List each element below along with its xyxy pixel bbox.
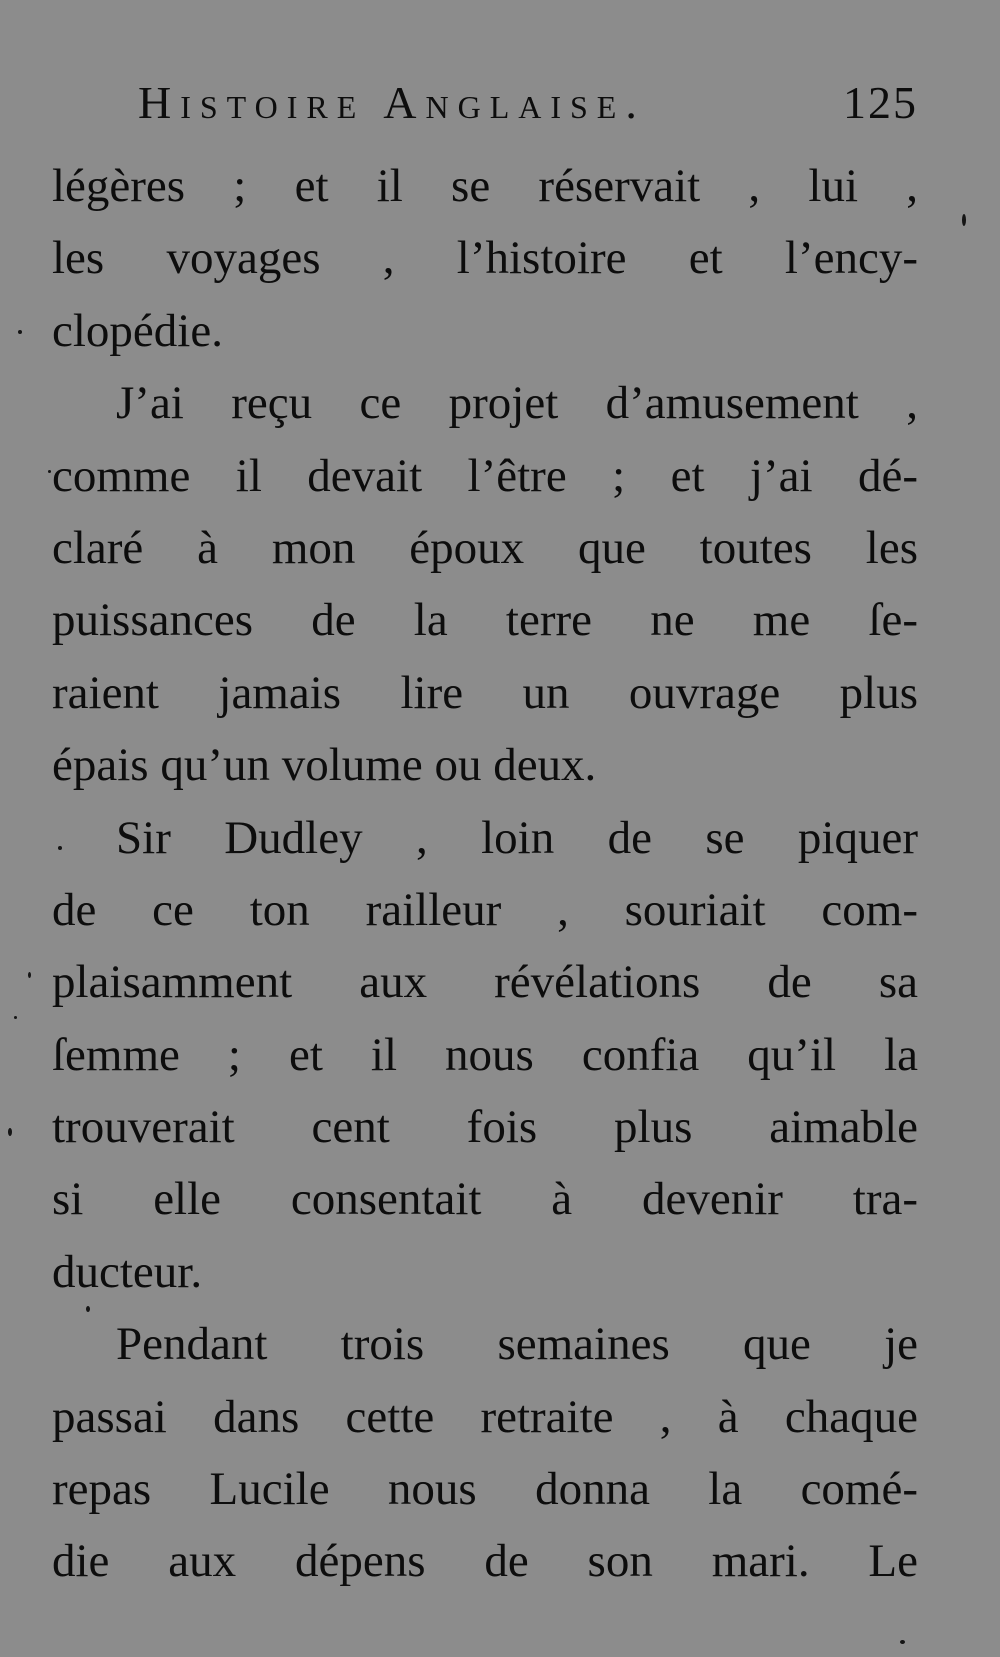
text-line: plaisamment aux révélations de sa	[52, 956, 918, 1009]
text-line: légères ; et il se réservait , lui ,	[52, 160, 918, 212]
text-line: claré à mon époux que toutes les	[52, 521, 918, 574]
text-line: de ce ton railleur , souriait com-	[52, 883, 918, 936]
text-line: raient jamais lire un ouvrage plus	[52, 666, 918, 719]
text-line: Pendant trois semaines que je	[116, 1318, 918, 1371]
text-line: clopédie.	[52, 304, 223, 357]
text-line: comme il devait l’être ; et j’ai dé-	[52, 449, 918, 502]
text-line: ducteur.	[52, 1245, 203, 1298]
text-line: épais qu’un volume ou deux.	[52, 739, 597, 792]
text-line: les voyages , l’histoire et l’ency-	[52, 232, 918, 285]
text-line: die aux dépens de son mari. Le	[52, 1535, 918, 1588]
scan-speck	[8, 1128, 12, 1136]
text-line: passai dans cette retraite , à chaque	[52, 1390, 918, 1443]
text-line: Sir Dudley , loin de se piquer	[116, 811, 918, 864]
running-title: Histoire Anglaise.	[138, 77, 646, 128]
page-header	[138, 72, 918, 142]
body-text	[52, 150, 918, 1598]
scan-speck	[86, 1306, 90, 1312]
scan-speck	[58, 846, 62, 850]
text-line: puissances de la terre ne me ſe-	[52, 594, 918, 647]
scan-speck	[14, 1016, 17, 1019]
text-line: si elle consentait à devenir tra-	[52, 1173, 918, 1226]
scan-speck	[48, 470, 51, 473]
scan-speck	[18, 330, 22, 334]
scan-speck	[900, 1640, 905, 1644]
scan-speck	[28, 972, 31, 978]
text-line: J’ai reçu ce projet d’amusement ,	[116, 377, 918, 430]
text-line: ſemme ; et il nous confia qu’il la	[52, 1028, 918, 1081]
page-number: 125	[843, 77, 918, 128]
text-line: repas Lucile nous donna la comé-	[52, 1463, 918, 1516]
text-line: trouverait cent fois plus aimable	[52, 1101, 918, 1154]
scan-speck	[962, 214, 966, 226]
